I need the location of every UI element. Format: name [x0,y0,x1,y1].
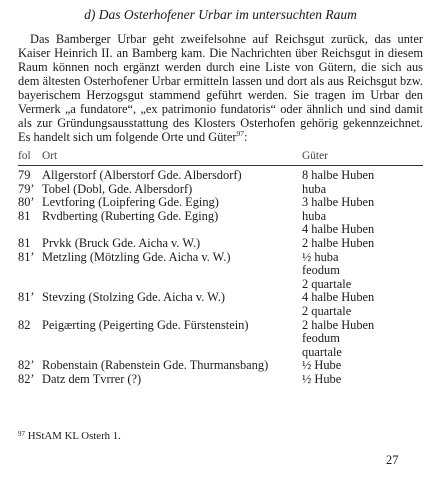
section-heading: d) Das Osterhofener Urbar im untersuchten Raum [84,7,357,22]
row-ort: Levtforing (Loipfering Gde. Eging) [42,195,219,210]
row-ort: Tobel (Dobl, Gde. Albersdorf) [42,181,193,196]
row-fol: 82 [18,317,31,332]
row-gueter [302,319,374,360]
row-gueter [302,169,374,183]
row-ort: Prvkk (Bruck Gde. Aicha v. W.) [42,235,201,250]
footnote-number: 97 [18,430,25,438]
row-ort: Datz dem Tvrrer (?) [42,371,142,386]
row-fol: 81 [18,208,31,223]
table-row [18,291,423,318]
row-fol: 82’ [18,358,35,373]
row-fol: 81’ [18,249,35,264]
paragraph-text: Das Bamberger Urbar geht zweifelsohne auf Reichsgut zurück, das unter Kaiser Heinrich II. an Bamberg kam. Die Nachrichten über Reichsgut in diesem Raum können noch ergänzt werden durch eine Liste von Gütern, die sich aus dem ältesten Osterhofener Urbar ermitteln lassen und dort als aus Reichsgut bzw. bayerischem Herzogsgut stammend geführt werden. Sie tragen im Urbar den Vermerk „a fundatore“, „ex patrimonio fundatoris“ oder ähnlich und sind damit als zur Gründungsausstattung des Klosters Osterhofen gehörig gekennzeichnet. Es handelt sich um folgende Orte und Güter [18,32,423,144]
gueter-line: ½ Hube [302,371,342,386]
gueter-line: ½ Hube [302,358,342,373]
gueter-line: 2 quartale [302,276,352,291]
header-ort: Ort [42,150,58,162]
gueter-line: 2 halbe Huben [302,317,375,332]
header-gueter: Güter [302,150,328,162]
row-ort: Peigærting (Peigerting Gde. Fürstenstein) [42,317,249,332]
row-ort: Allgerstorf (Alberstorf Gde. Albersdorf) [42,168,242,182]
gueter-line: 3 halbe Huben [302,195,375,210]
gueter-line: 8 halbe Huben [302,168,375,182]
row-fol: 80’ [18,195,35,210]
row-ort: Robenstain (Rabenstein Gde. Thurmansbang) [42,358,269,373]
document-page [18,6,423,387]
row-ort: Metzling (Mötzling Gde. Aicha v. W.) [42,249,231,264]
table-row [18,251,423,292]
paragraph-end: : [244,130,248,144]
row-fol: 79 [18,168,31,182]
row-gueter [302,291,374,318]
row-ort: Stevzing (Stolzing Gde. Aicha v. W.) [42,290,225,305]
page-number: 27 [386,453,399,467]
gueter-line: huba [302,181,327,196]
row-fol: 81 [18,235,31,250]
row-ort: Rvdberting (Ruberting Gde. Eging) [42,208,219,223]
row-gueter [302,359,341,373]
gueter-line: 2 quartale [302,303,352,318]
gueter-line: 2 halbe Huben [302,235,375,250]
row-gueter [302,251,351,292]
row-gueter [302,183,326,197]
table-row [18,196,423,210]
gueter-line: 4 halbe Huben [302,222,375,237]
footnote [18,430,121,443]
body-paragraph [18,32,423,144]
table-row [18,169,423,183]
header-fol: fol [18,150,31,162]
row-gueter [302,196,374,210]
row-fol: 81’ [18,290,35,305]
row-fol: 82’ [18,371,35,386]
gueter-line: quartale [302,344,342,359]
row-gueter [302,237,374,251]
gueter-line: feodum [302,331,340,346]
gueter-line: huba [302,208,327,223]
gueter-line: 4 halbe Huben [302,290,375,305]
table-header [18,150,423,166]
table-row [18,359,423,373]
footnote-text: HStAM KL Osterh 1. [27,430,121,442]
row-gueter [302,210,374,237]
goods-table [18,169,423,387]
row-fol: 79’ [18,181,35,196]
table-row [18,237,423,251]
table-row [18,373,423,387]
row-gueter [302,373,341,387]
table-row [18,210,423,237]
table-row [18,319,423,360]
gueter-line: ½ huba [302,249,339,264]
table-row [18,183,423,197]
footnote-reference: 97 [236,128,244,138]
gueter-line: feodum [302,263,340,278]
